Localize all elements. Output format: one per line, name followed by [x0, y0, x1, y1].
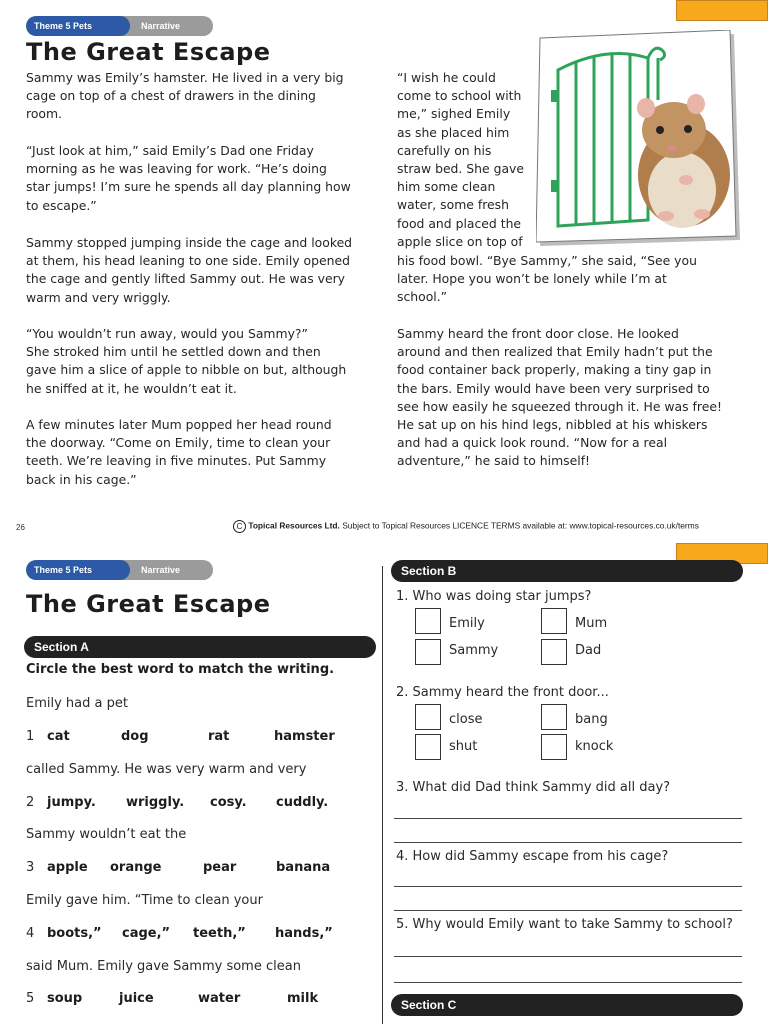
word-option[interactable]: hamster [274, 729, 335, 744]
genre-label: Narrative [141, 565, 181, 575]
question-4: 4. How did Sammy escape from his cage? [396, 849, 669, 864]
story-paragraph: “You wouldn’t run away, would you Sammy?” She stroked him until he settled down and then gave him a slice of apple to nibble on but, although he sniffed at it, he wouldn’t eat it. [26, 326, 347, 396]
theme-label: Theme 5 Pets [34, 21, 93, 31]
story-paragraph: “Just look at him,” said Emily’s Dad one Friday morning as he was leaving for work. “He’s doing star jumps! I’m sure he spends all day planning how to escape.” [26, 143, 351, 213]
word-option[interactable]: orange [110, 860, 162, 875]
word-option[interactable]: boots,” [47, 926, 102, 941]
answer-checkbox[interactable] [541, 639, 567, 665]
cloze-line: Emily gave him. “Time to clean your [26, 893, 263, 908]
word-option[interactable]: juice [119, 991, 154, 1006]
copyright-icon: C [233, 520, 246, 533]
option-row-number: 4 [26, 926, 35, 941]
answer-checkbox[interactable] [541, 608, 567, 634]
checkbox-label: knock [575, 739, 614, 754]
answer-line[interactable] [394, 956, 742, 957]
theme-pill [26, 16, 213, 36]
answer-checkbox[interactable] [415, 734, 441, 760]
cloze-line: called Sammy. He was very warm and very [26, 762, 307, 777]
story-paragraph: Sammy was Emily’s hamster. He lived in a very big cage on top of a chest of drawers in the dining room. [26, 70, 344, 122]
word-option[interactable]: rat [208, 729, 230, 744]
checkbox-label: Emily [449, 616, 485, 631]
checkbox-label: Dad [575, 643, 602, 658]
answer-checkbox[interactable] [415, 639, 441, 665]
page-number: 26 [16, 523, 25, 532]
word-option[interactable]: banana [276, 860, 331, 875]
answer-line[interactable] [394, 982, 742, 983]
word-option[interactable]: hands,” [275, 926, 333, 941]
word-option[interactable]: dog [121, 729, 149, 744]
answer-line[interactable] [394, 886, 742, 887]
word-option[interactable]: water [198, 991, 241, 1006]
story-title: The Great Escape [26, 38, 271, 66]
section-b-header: Section B [391, 560, 743, 582]
checkbox-label: Sammy [449, 643, 499, 658]
copyright-notice [233, 520, 699, 533]
word-option[interactable]: cosy. [210, 795, 247, 810]
hamster-cage-picture [536, 30, 746, 246]
question-2: 2. Sammy heard the front door... [396, 685, 609, 700]
word-option[interactable]: jumpy. [47, 795, 96, 810]
answer-line[interactable] [394, 910, 742, 911]
answer-checkbox[interactable] [541, 734, 567, 760]
column-divider [382, 566, 383, 1024]
answer-checkbox[interactable] [541, 704, 567, 730]
option-row-number: 3 [26, 860, 35, 875]
question-3: 3. What did Dad think Sammy did all day? [396, 780, 671, 795]
section-c-header: Section C [391, 994, 743, 1016]
word-option[interactable]: cuddly. [276, 795, 329, 810]
answer-checkbox[interactable] [415, 608, 441, 634]
worksheet-title: The Great Escape [26, 590, 271, 618]
word-option[interactable]: cage,” [122, 926, 171, 941]
word-option[interactable]: soup [47, 991, 83, 1006]
copyright-company: Topical Resources Ltd. [248, 520, 340, 531]
theme-pill [26, 560, 213, 580]
word-option[interactable]: apple [47, 860, 88, 875]
section-a-instruction: Circle the best word to match the writing. [26, 662, 335, 677]
story-paragraph: his food bowl. “Bye Sammy,” she said, “See you later. Hope you won’t be lonely while I’m at school.” [397, 253, 697, 305]
word-option[interactable]: wriggly. [126, 795, 185, 810]
answer-line[interactable] [394, 818, 742, 819]
story-paragraph: Sammy stopped jumping inside the cage and looked at them, his head leaning to one side. Emily opened the cage and gently lifted Sammy out. He was very warm and very wriggly. [26, 235, 353, 305]
page-tab-marker [676, 0, 768, 21]
question-1: 1. Who was doing star jumps? [396, 589, 592, 604]
section-a-header: Section A [24, 636, 376, 658]
word-option[interactable]: milk [287, 991, 319, 1006]
checkbox-label: bang [575, 712, 608, 727]
option-row-number: 1 [26, 729, 35, 744]
option-row-number: 5 [26, 991, 35, 1006]
cloze-line: said Mum. Emily gave Sammy some clean [26, 959, 301, 974]
word-option[interactable]: pear [203, 860, 237, 875]
checkbox-label: Mum [575, 616, 608, 631]
checkbox-label: close [449, 712, 483, 727]
answer-checkbox[interactable] [415, 704, 441, 730]
word-option[interactable]: teeth,” [193, 926, 246, 941]
genre-label: Narrative [141, 21, 181, 31]
story-paragraph: “I wish he could come to school with me,” sighed Emily as she placed him carefully on his straw bed. She gave him some clean water, some fresh food and placed the apple slice on top of [397, 70, 524, 249]
copyright-terms: Subject to Topical Resources LICENCE TERMS available at: www.topical-resources.co.uk/terms [342, 520, 699, 531]
question-5: 5. Why would Emily want to take Sammy to school? [396, 917, 733, 932]
word-option[interactable]: cat [47, 729, 70, 744]
cloze-line: Sammy wouldn’t eat the [26, 827, 187, 842]
story-paragraph: Sammy heard the front door close. He looked around and then realized that Emily hadn’t put the food container back properly, making a tiny gap in the bars. Emily would have been very surprised to see how easily he squeezed through it. He was free! He sat up on his hind legs, nibbled at his whiskers and had a quick look round. “Now for a real adventure,” he said to himself! [397, 326, 722, 469]
story-paragraph: A few minutes later Mum popped her head round the doorway. “Come on Emily, time to clean your teeth. We’re leaving in five minutes. Put Sammy back in his cage.” [26, 417, 332, 487]
checkbox-label: shut [449, 739, 478, 754]
option-row-number: 2 [26, 795, 35, 810]
hamster-illustration [536, 30, 746, 246]
answer-line[interactable] [394, 842, 742, 843]
theme-label: Theme 5 Pets [34, 565, 93, 575]
cloze-line: Emily had a pet [26, 696, 128, 711]
